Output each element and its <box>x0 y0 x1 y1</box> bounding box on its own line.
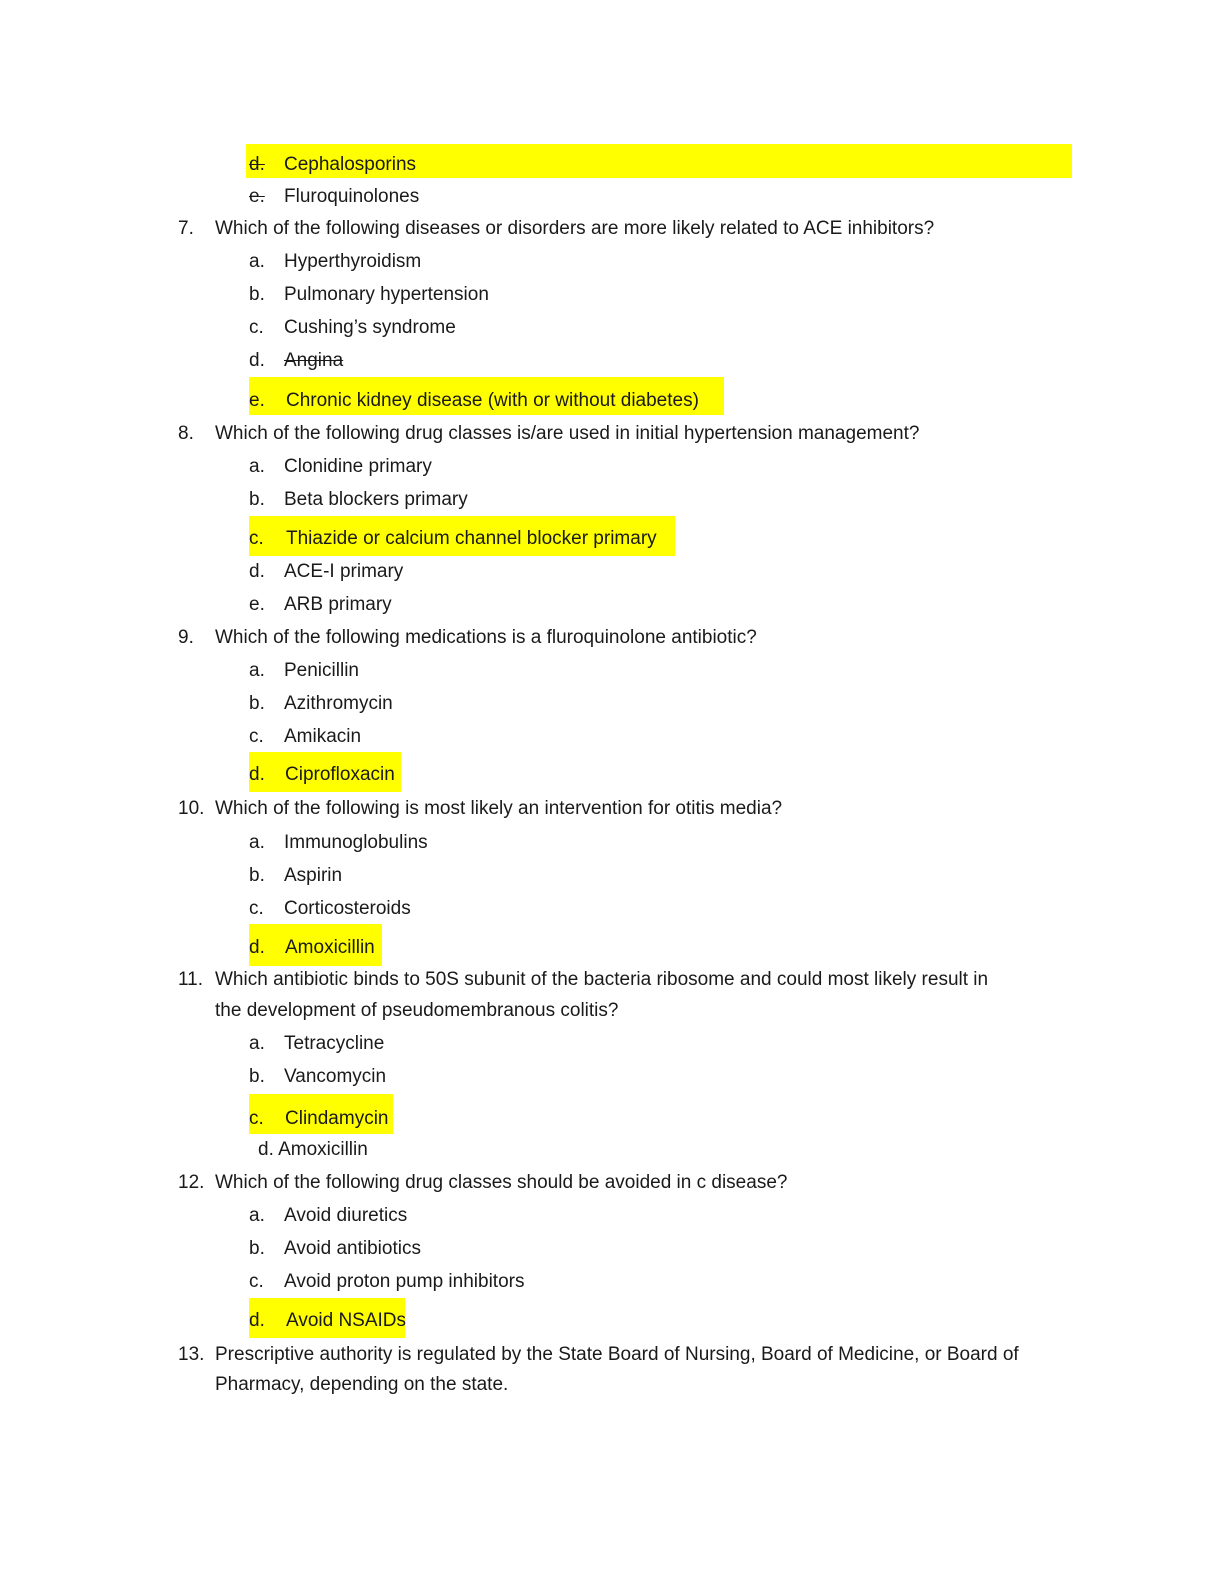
option-text: ARB primary <box>284 594 392 615</box>
question-text-line-1: Prescriptive authority is regulated by the State Board of Nursing, Board of Medicine, or Board of <box>215 1344 1019 1365</box>
question-number: 10. <box>178 798 205 819</box>
option-letter: d. <box>249 937 265 958</box>
option-letter: d. <box>249 1310 265 1331</box>
option-letter: d. <box>249 350 265 371</box>
question-number: 7. <box>178 218 194 239</box>
option-text: Pulmonary hypertension <box>284 284 489 305</box>
option-letter: b. <box>249 489 265 510</box>
question-number: 8. <box>178 423 194 444</box>
question-text: Which of the following drug classes is/are used in initial hypertension management? <box>215 423 920 444</box>
option-text: Fluroquinolones <box>284 186 420 207</box>
question-text: Which of the following drug classes should be avoided in c disease? <box>215 1172 788 1193</box>
option-text: Ciprofloxacin <box>285 764 395 785</box>
question-number: 11. <box>178 969 204 990</box>
option-text: Avoid diuretics <box>284 1205 408 1226</box>
option-text: Azithromycin <box>284 693 393 714</box>
question-number: 12. <box>178 1172 205 1193</box>
option-text: Cephalosporins <box>284 154 417 175</box>
option-letter: c. <box>249 1108 264 1129</box>
option-letter: d. <box>249 154 265 175</box>
option-text: Avoid NSAIDs <box>286 1310 407 1331</box>
option-text: Clindamycin <box>285 1108 389 1129</box>
option-text: Aspirin <box>284 865 343 886</box>
option-text: Thiazide or calcium channel blocker primary <box>286 528 657 549</box>
option-letter: a. <box>249 251 265 272</box>
option-text: Angina <box>284 350 344 371</box>
option-text: Clonidine primary <box>284 456 432 477</box>
option-text: Amikacin <box>284 726 362 747</box>
option-letter: a. <box>249 660 265 681</box>
option-letter: b. <box>249 284 265 305</box>
option-text: Avoid antibiotics <box>284 1238 421 1259</box>
option-text: Chronic kidney disease (with or without diabetes) <box>286 390 699 411</box>
option-letter: a. <box>249 1205 265 1226</box>
option-letter: a. <box>249 1033 265 1054</box>
option-text: Cushing’s syndrome <box>284 317 456 338</box>
question-text-line-1: Which antibiotic binds to 50S subunit of the bacteria ribosome and could most likely result in <box>215 969 989 990</box>
question-text: Which of the following medications is a fluroquinolone antibiotic? <box>215 627 757 648</box>
option-text: Penicillin <box>284 660 359 681</box>
option-text: Beta blockers primary <box>284 489 468 510</box>
option-letter: d. <box>249 561 265 582</box>
option-letter: c. <box>249 898 264 919</box>
option-letter: e. <box>249 186 265 207</box>
option-letter: b. <box>249 1238 265 1259</box>
question-text-line-2: the development of pseudomembranous colitis? <box>215 1000 619 1021</box>
option-text: Avoid proton pump inhibitors <box>284 1271 525 1292</box>
option-letter: b. <box>249 693 265 714</box>
option-letter: c. <box>249 1271 264 1292</box>
option-text: d. Amoxicillin <box>258 1139 368 1160</box>
option-letter: b. <box>249 865 265 886</box>
option-letter: d. <box>249 764 265 785</box>
option-text: Tetracycline <box>284 1033 385 1054</box>
question-text-line-2: Pharmacy, depending on the state. <box>215 1374 509 1395</box>
question-number: 9. <box>178 627 194 648</box>
option-letter: b. <box>249 1066 265 1087</box>
option-letter: c. <box>249 317 264 338</box>
option-letter: e. <box>249 594 265 615</box>
option-text: Hyperthyroidism <box>284 251 422 272</box>
question-number: 13. <box>178 1344 205 1365</box>
option-letter: a. <box>249 832 265 853</box>
option-letter: c. <box>249 726 264 747</box>
question-text: Which of the following is most likely an intervention for otitis media? <box>215 798 783 819</box>
option-letter: a. <box>249 456 265 477</box>
question-text: Which of the following diseases or disorders are more likely related to ACE inhibitors? <box>215 218 935 239</box>
option-letter: e. <box>249 390 265 411</box>
option-text: Amoxicillin <box>285 937 375 958</box>
option-text: ACE-I primary <box>284 561 404 582</box>
option-text: Immunoglobulins <box>284 832 428 853</box>
option-text: Vancomycin <box>284 1066 387 1087</box>
option-letter: c. <box>249 528 264 549</box>
option-text: Corticosteroids <box>284 898 411 919</box>
